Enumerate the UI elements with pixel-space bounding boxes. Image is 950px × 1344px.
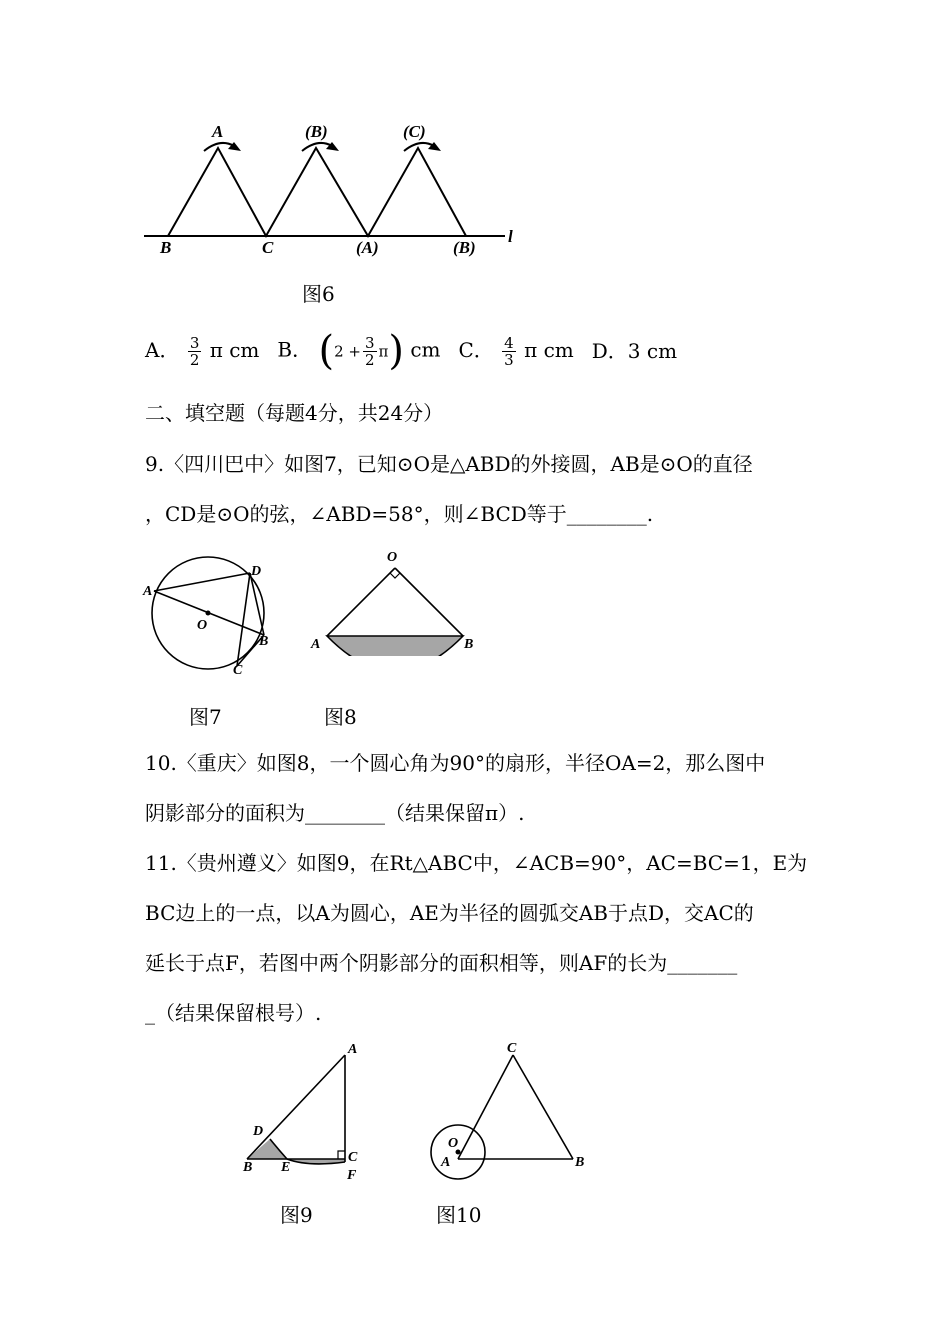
answer-options (145, 326, 677, 376)
fig9-label-e: E (281, 1160, 291, 1175)
fig9-label-a: A (348, 1042, 358, 1057)
fig7-label-b: B (259, 634, 269, 649)
fig8-label-o: O (387, 550, 398, 565)
label-top-b: (B) (305, 122, 328, 141)
q11-line1: 11.〈贵州遵义〉如图9，在Rt△ABC中，∠ACB=90°，AC=BC=1，E为 (145, 851, 808, 875)
fig9-label-d: D (253, 1124, 264, 1139)
fig6-caption: 图6 (302, 282, 335, 306)
figure-9 (238, 1037, 378, 1187)
fig10-label-o: O (448, 1136, 459, 1151)
fig8-label-b: B (464, 637, 474, 652)
label-top-c: (C) (403, 122, 426, 141)
label-base-c: C (262, 238, 274, 257)
fig7-label-d: D (251, 564, 262, 579)
q9-line2: ，CD是⊙O的弦，∠ABD=58°，则∠BCD等于________. (145, 502, 654, 526)
label-base-a: (A) (356, 238, 379, 257)
q11-line2: BC边上的一点，以A为圆心，AE为半径的圆弧交AB于点D，交AC的 (145, 901, 754, 925)
fig8-label-a: A (311, 637, 321, 652)
option-c: C． $\frac{4}{3}$ π cm (458, 333, 574, 369)
fig7-label-c: C (233, 663, 243, 678)
section-title: 二、填空题（每题4分，共24分） (145, 401, 444, 425)
fig7-label-a: A (143, 584, 153, 599)
q11-line4: _（结果保留根号）. (145, 1001, 322, 1025)
label-line-l: l (508, 227, 513, 246)
fig7-caption: 图7 (189, 705, 222, 729)
q10-line1: 10.〈重庆〉如图8，一个圆心角为90°的扇形，半径OA=2，那么图中 (145, 751, 766, 775)
option-b: B． (2 + $\frac{3}{2}$ π) cm (277, 328, 441, 374)
fig10-label-a: A (441, 1155, 451, 1170)
fig10-label-b: B (575, 1155, 585, 1170)
q10-line2: 阴影部分的面积为________（结果保留π）. (145, 801, 525, 825)
label-top-a: A (212, 122, 224, 141)
fig9-label-c: C (348, 1150, 358, 1165)
fig10-label-c: C (507, 1041, 517, 1056)
figure-7 (140, 555, 280, 685)
label-base-b: B (160, 238, 172, 257)
label-base-b2: (B) (453, 238, 476, 257)
fig9-label-f: F (347, 1168, 357, 1183)
figure-10 (428, 1037, 598, 1187)
figure-8 (305, 546, 485, 656)
option-d: D．3 cm (591, 339, 678, 363)
fig8-caption: 图8 (324, 705, 357, 729)
option-a: A． $\frac{3}{2}$ π cm (145, 333, 260, 369)
fig10-caption: 图10 (436, 1203, 482, 1227)
fig7-label-o: O (197, 618, 208, 633)
q9-line1: 9.〈四川巴中〉如图7，已知⊙O是△ABD的外接圆，AB是⊙O的直径 (145, 452, 753, 476)
fig9-label-b: B (243, 1160, 253, 1175)
q11-line3: 延长于点F，若图中两个阴影部分的面积相等，则AF的长为_______ (145, 951, 738, 975)
figure-6 (140, 118, 530, 268)
fig9-caption: 图9 (280, 1203, 313, 1227)
